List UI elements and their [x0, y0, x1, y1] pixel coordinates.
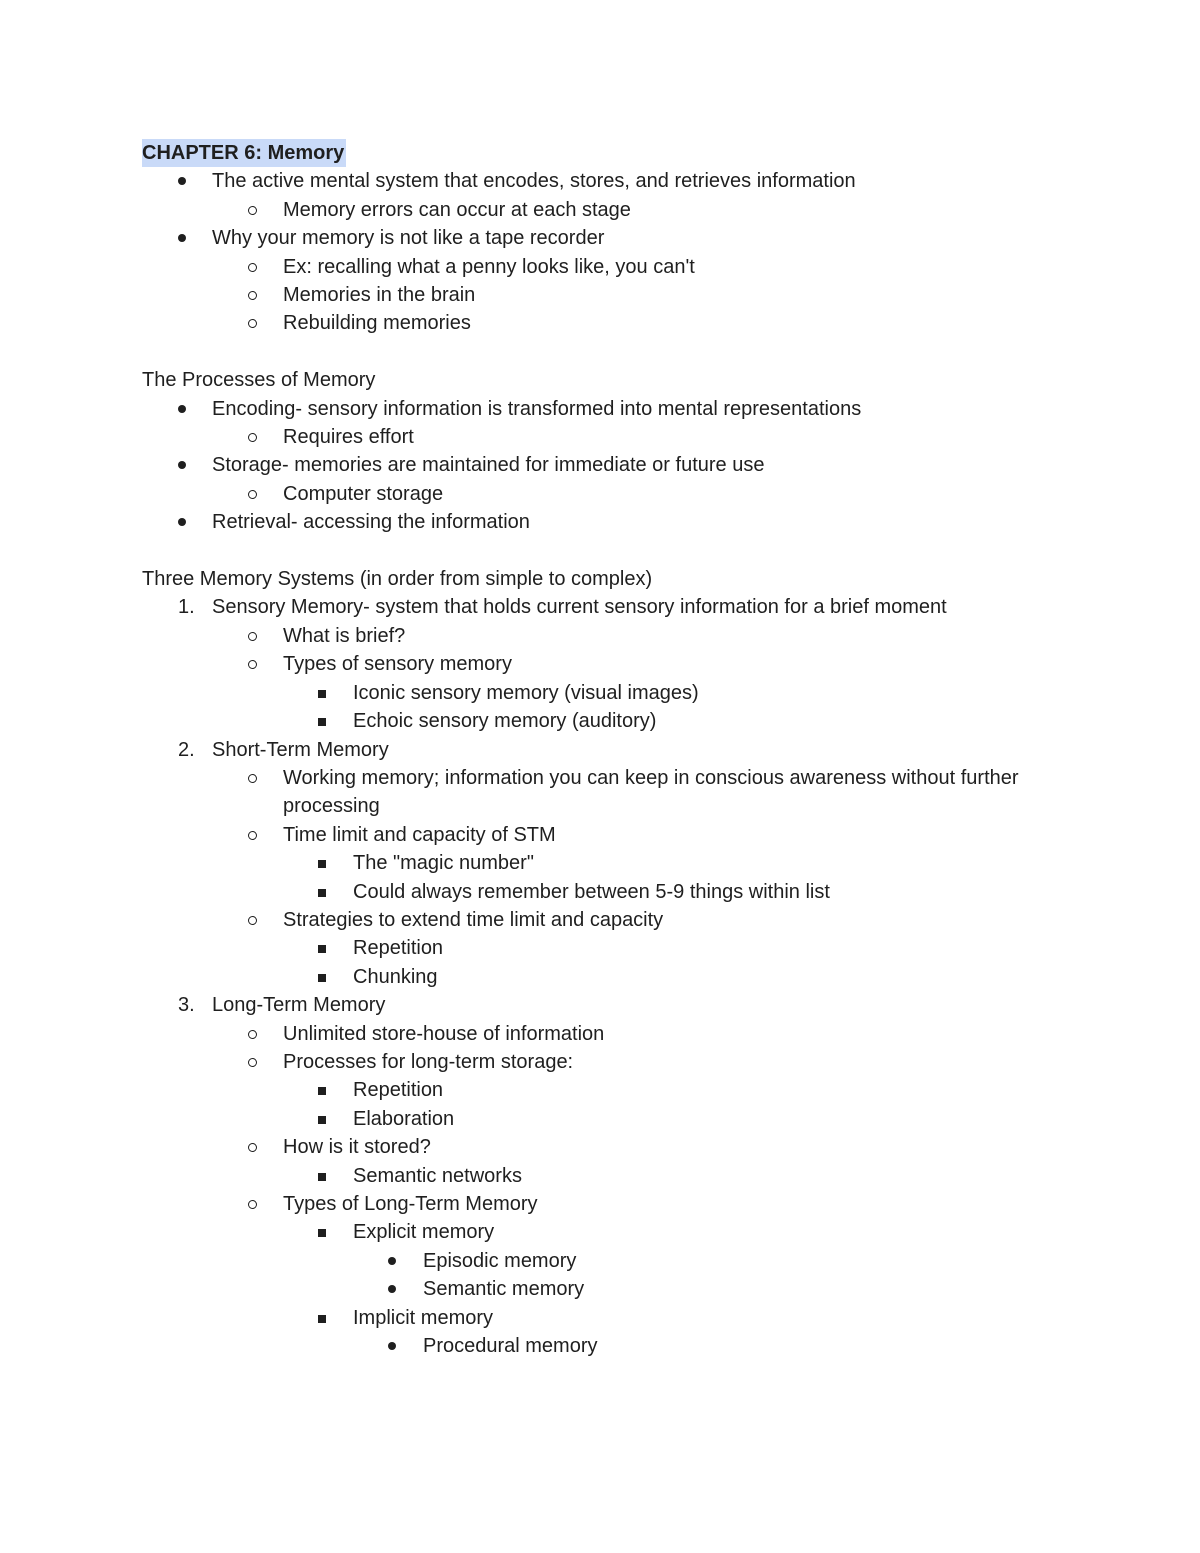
list-item: Why your memory is not like a tape recorder — [142, 224, 1082, 252]
bullet-circle-icon — [248, 319, 257, 328]
list-item: The "magic number" — [142, 849, 1082, 877]
list-item: Repetition — [142, 1076, 1082, 1104]
list-item: Echoic sensory memory (auditory) — [142, 707, 1082, 735]
list-item: Semantic memory — [142, 1275, 1082, 1303]
bullet-square-icon — [318, 718, 326, 726]
bullet-circle-icon — [248, 916, 257, 925]
bullet-square-icon — [318, 1087, 326, 1095]
list-number: 1. — [178, 596, 195, 619]
list-item: Processes for long-term storage: — [142, 1048, 1082, 1076]
bullet-disc-icon — [178, 234, 186, 242]
bullet-disc-icon — [178, 177, 186, 185]
bullet-circle-icon — [248, 831, 257, 840]
bullet-circle-icon — [248, 1058, 257, 1067]
section-heading: Three Memory Systems (in order from simple to complex) — [142, 568, 653, 591]
list-item: Types of Long-Term Memory — [142, 1190, 1082, 1218]
list-item: Could always remember between 5-9 things within list — [142, 878, 1082, 906]
list-item: Memory errors can occur at each stage — [142, 196, 1082, 224]
bullet-disc-icon — [388, 1257, 396, 1265]
list-item: Types of sensory memory — [142, 650, 1082, 678]
list-item: Requires effort — [142, 423, 1082, 451]
section-heading: The Processes of Memory — [142, 369, 376, 392]
numbered-item: 2. Short-Term Memory — [142, 736, 1082, 764]
bullet-square-icon — [318, 1315, 326, 1323]
bullet-square-icon — [318, 1116, 326, 1124]
list-item: Repetition — [142, 934, 1082, 962]
list-item: Memories in the brain — [142, 281, 1082, 309]
bullet-circle-icon — [248, 660, 257, 669]
list-item: How is it stored? — [142, 1133, 1082, 1161]
numbered-item: 1. Sensory Memory- system that holds current sensory information for a brief moment — [142, 593, 1082, 621]
chapter-title-line — [142, 139, 1082, 167]
bullet-disc-icon — [178, 518, 186, 526]
list-item: Rebuilding memories — [142, 309, 1082, 337]
bullet-disc-icon — [178, 405, 186, 413]
list-item: Procedural memory — [142, 1332, 1082, 1360]
list-item: Storage- memories are maintained for immediate or future use — [142, 451, 1082, 479]
list-item: Strategies to extend time limit and capacity — [142, 906, 1082, 934]
chapter-title: CHAPTER 6: Memory — [142, 139, 346, 167]
bullet-square-icon — [318, 889, 326, 897]
list-item: Episodic memory — [142, 1247, 1082, 1275]
bullet-square-icon — [318, 974, 326, 982]
blank-line — [142, 338, 1082, 366]
list-item: Unlimited store-house of information — [142, 1020, 1082, 1048]
list-item: Iconic sensory memory (visual images) — [142, 679, 1082, 707]
bullet-disc-icon — [388, 1285, 396, 1293]
bullet-circle-icon — [248, 490, 257, 499]
list-item: Ex: recalling what a penny looks like, you can't — [142, 253, 1082, 281]
bullet-circle-icon — [248, 291, 257, 300]
bullet-square-icon — [318, 860, 326, 868]
bullet-disc-icon — [388, 1342, 396, 1350]
list-item: What is brief? — [142, 622, 1082, 650]
list-item: Retrieval- accessing the information — [142, 508, 1082, 536]
bullet-circle-icon — [248, 206, 257, 215]
list-item: Time limit and capacity of STM — [142, 821, 1082, 849]
bullet-circle-icon — [248, 1030, 257, 1039]
bullet-circle-icon — [248, 433, 257, 442]
bullet-square-icon — [318, 1173, 326, 1181]
numbered-item: 3. Long-Term Memory — [142, 991, 1082, 1019]
bullet-disc-icon — [178, 461, 186, 469]
bullet-square-icon — [318, 945, 326, 953]
bullet-circle-icon — [248, 263, 257, 272]
bullet-square-icon — [318, 1229, 326, 1237]
list-item: Implicit memory — [142, 1304, 1082, 1332]
bullet-circle-icon — [248, 774, 257, 783]
bullet-circle-icon — [248, 632, 257, 641]
list-item: Explicit memory — [142, 1218, 1082, 1246]
bullet-circle-icon — [248, 1200, 257, 1209]
list-item: Elaboration — [142, 1105, 1082, 1133]
bullet-square-icon — [318, 690, 326, 698]
document-page — [142, 139, 1082, 1360]
list-item: Computer storage — [142, 480, 1082, 508]
list-item: The active mental system that encodes, stores, and retrieves information — [142, 167, 1082, 195]
list-number: 2. — [178, 738, 195, 761]
list-item: Working memory; information you can keep in conscious awareness without further processing — [142, 764, 1083, 821]
list-item: Semantic networks — [142, 1162, 1082, 1190]
list-number: 3. — [178, 994, 195, 1017]
list-item: Chunking — [142, 963, 1082, 991]
list-item: Encoding- sensory information is transformed into mental representations — [142, 395, 1082, 423]
bullet-circle-icon — [248, 1143, 257, 1152]
blank-line — [142, 537, 1082, 565]
